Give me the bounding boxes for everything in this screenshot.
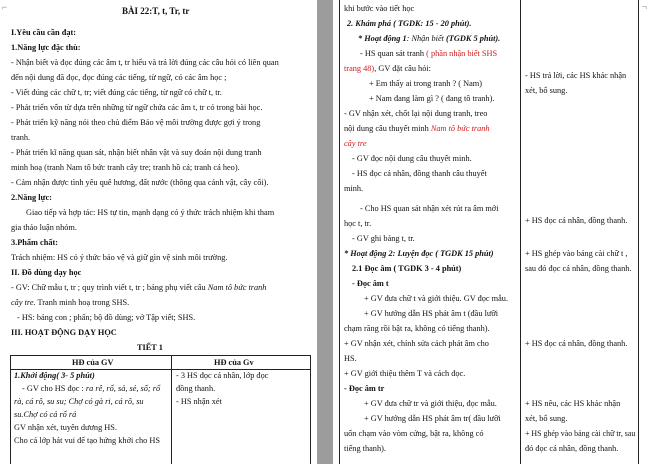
text-span-bold-italic: * Hoạt động 1 bbox=[358, 34, 407, 43]
heading-activities: III. HOẠT ĐỘNG DẠY HỌC bbox=[11, 328, 117, 337]
activity-1-heading bbox=[358, 33, 500, 44]
table-cell: su.Chợ có cả rổ rá bbox=[14, 410, 77, 419]
text-line: tranh. bbox=[11, 133, 31, 142]
subsection-read-t: - Đọc âm t bbox=[352, 279, 389, 288]
text-span-red: ( phần nhận biết SHS bbox=[426, 49, 498, 58]
margin-crop-mark: ⌐ bbox=[2, 2, 8, 12]
heading-qualities: 3.Phẩm chất: bbox=[11, 238, 59, 247]
text-line: - HS: bảng con ; phấn; bộ đồ dùng; vở Tập viết; SHS. bbox=[17, 313, 196, 322]
table-cell: + GV đưa chữ t và giới thiệu. GV đọc mẫu. bbox=[364, 294, 509, 303]
table-cell: + HS nêu, các HS khác nhận bbox=[525, 399, 621, 408]
table-cell: - HS trả lời, các HS khác nhận bbox=[525, 71, 627, 80]
heading-specific-competence: 1.Năng lực đặc thù: bbox=[11, 43, 81, 52]
document-page-right bbox=[333, 0, 650, 464]
table-header-student: HĐ của Gv bbox=[214, 358, 254, 367]
table-cell: - Cho HS quan sát nhận xét rút ra âm mới bbox=[360, 204, 499, 213]
table-cell: khi bước vào tiết học bbox=[344, 4, 415, 13]
table-cell: cây tre bbox=[344, 139, 367, 148]
lesson-title: BÀI 22:T, t, Tr, tr bbox=[122, 6, 190, 16]
table-cell: + GV giới thiệu thêm T và cách đọc. bbox=[344, 369, 466, 378]
table-cell: + GV nhận xét, chỉnh sửa cách phát âm cho bbox=[344, 339, 489, 348]
table-cell bbox=[360, 48, 497, 59]
table-cell: đồng thanh. bbox=[176, 384, 216, 393]
heading-competence: 2.Năng lực: bbox=[11, 193, 52, 202]
text-span: , GV đặt câu hỏi: bbox=[374, 64, 431, 73]
text-span-italic: : Nhận biết bbox=[406, 34, 447, 43]
text-span: nội dung câu thuyết minh bbox=[344, 124, 431, 133]
table-cell: uốn chạm vào vòm cứng, bật ra, không có bbox=[344, 429, 484, 438]
table-cell: + GV hướng dẫn HS phát âm t (đầu lưỡi bbox=[364, 309, 499, 318]
text-line: - Phát triển kĩ năng quan sát, nhận biết nhân vật và suy đoán nội dung tranh bbox=[11, 148, 262, 157]
table-cell bbox=[344, 123, 490, 134]
subsection-read-tr: - Đọc âm tr bbox=[344, 384, 385, 393]
text-span: - HS quan sát tranh bbox=[360, 49, 427, 58]
table-cell: - 3 HS đọc cá nhân, lớp đọc bbox=[176, 371, 269, 380]
table-cell: sau đó đọc cá nhân, đồng thanh. bbox=[525, 264, 632, 273]
table-cell: + GV hướng dẫn HS phát âm tr( đầu lưỡi bbox=[364, 414, 501, 423]
heading-materials: II. Đồ dùng dạy học bbox=[11, 268, 82, 277]
margin-crop-mark: ¬ bbox=[642, 2, 648, 12]
table-cell: rà, cá rô, su su; Chợ có gà ri, cá rô, su bbox=[14, 397, 144, 406]
table-cell: xét, bổ sung. bbox=[525, 414, 568, 423]
text-line: gia thảo luận nhóm. bbox=[11, 223, 77, 232]
table-cell: + Em thấy ai trong tranh ? ( Nam) bbox=[369, 79, 482, 88]
table-cell: + GV đưa chữ tr và giới thiệu, đọc mẫu. bbox=[364, 399, 497, 408]
table-header-teacher: HĐ của GV bbox=[72, 358, 114, 367]
table-cell bbox=[344, 63, 431, 74]
text-line: Trách nhiệm: HS có ý thức bảo vệ và giữ gìn vệ sinh môi trường. bbox=[11, 253, 228, 262]
text-span-italic: cây tre. bbox=[11, 298, 36, 307]
text-line bbox=[11, 297, 129, 308]
text-span: - GV cho HS đọc : bbox=[22, 384, 86, 393]
text-line: - Phát triển vốn từ dựa trên những từ ngữ chứa các âm t, tr có trong bài học. bbox=[11, 103, 263, 112]
text-line: - Phát triển kỹ năng nói theo chủ điểm Bảo vệ môi trường được gợi ý trong bbox=[11, 118, 261, 127]
table-cell: chạm răng rồi bật ra, không có tiếng thanh). bbox=[344, 324, 490, 333]
table-cell bbox=[22, 383, 160, 394]
table-cell: + HS ghép vào bảng cài chữ t , bbox=[525, 249, 628, 258]
text-span-italic: Nam tô bức tranh bbox=[207, 283, 267, 292]
text-span-red: trang 48) bbox=[344, 64, 375, 73]
table-cell: - GV đọc nội dung câu thuyết minh. bbox=[352, 154, 472, 163]
text-line: Giao tiếp và hợp tác: HS tự tin, mạnh dạng có ý thức trách nhiệm khi tham bbox=[26, 208, 275, 217]
table-cell: học t, tr. bbox=[344, 219, 372, 228]
table-cell: - GV ghi bảng t, tr. bbox=[352, 234, 415, 243]
table-cell: - HS đọc cá nhân, đồng thanh câu thuyết bbox=[352, 169, 487, 178]
document-page-left bbox=[0, 0, 317, 464]
text-line: - Viết đúng các chữ t, tr; viết đúng các tiếng, từ ngữ có chữ t, tr. bbox=[11, 88, 222, 97]
table-cell: GV nhận xét, tuyên dương HS. bbox=[14, 423, 117, 432]
text-line: - Nhận biết và đọc đúng các âm t, tr hiểu và trả lời đúng các câu hỏi có liên quan bbox=[11, 58, 279, 67]
table-cell: HS. bbox=[344, 354, 357, 363]
table-cell: minh. bbox=[344, 184, 364, 193]
page-gap bbox=[317, 0, 333, 464]
table-cell: + HS đọc cá nhân, đồng thanh. bbox=[525, 339, 628, 348]
table-cell: + HS đọc cá nhân, đồng thanh. bbox=[525, 216, 628, 225]
activity-2-heading: * Hoạt động 2: Luyện đọc ( TGDK 15 phút) bbox=[344, 249, 494, 258]
section-explore: 2. Khám phá ( TGDK: 15 - 20 phút). bbox=[347, 19, 472, 28]
table-cell: - GV nhận xét, chốt lại nội dung tranh, treo bbox=[344, 109, 488, 118]
text-line: minh hoạ (tranh Nam tô bức tranh cây tre; tranh hồ cá; tranh cá heo). bbox=[11, 163, 240, 172]
table-cell: tiếng thanh). bbox=[344, 444, 386, 453]
table-cell: - HS nhận xét bbox=[176, 397, 222, 406]
subsection-read-sound: 2.1 Đọc âm ( TGDK 3 - 4 phút) bbox=[352, 264, 462, 273]
text-span: - GV: Chữ mẫu t, tr ; quy trình viết t, tr ; bảng phụ viết câu bbox=[11, 283, 208, 292]
table-cell: đó đọc cá nhân, đồng thanh. bbox=[525, 444, 619, 453]
period-label: TIẾT 1 bbox=[137, 343, 163, 352]
text-span: Tranh minh hoạ trong SHS. bbox=[35, 298, 130, 307]
text-span-italic-red: Nam tô bức tranh bbox=[430, 124, 490, 133]
text-line: đến nội dung đã đọc, đọc đúng các tiếng, từ ngữ, có các âm học ; bbox=[11, 73, 227, 82]
table-cell: 1.Khởi động( 3- 5 phút) bbox=[14, 371, 95, 380]
table-cell: Cho cả lớp hát vui để tạo hứng khởi cho HS bbox=[14, 436, 161, 445]
text-span-bold-italic: (TGDK 5 phút). bbox=[446, 34, 501, 43]
table-cell: + Nam đang làm gì ? ( đang tô tranh). bbox=[369, 94, 495, 103]
heading-requirements: I.Yêu cầu cần đạt: bbox=[11, 28, 76, 37]
text-line: - Cảm nhận được tình yêu quê hương, đất nước (thông qua cảnh vật, cây cối). bbox=[11, 178, 269, 187]
text-span-italic: ra rê, rổ, sả, sẻ, số; rổ bbox=[85, 384, 161, 393]
text-line bbox=[11, 282, 266, 293]
table-cell: xét, bổ sung. bbox=[525, 86, 568, 95]
table-cell: + HS ghép vào bảng cài chữ tr, sau bbox=[525, 429, 636, 438]
